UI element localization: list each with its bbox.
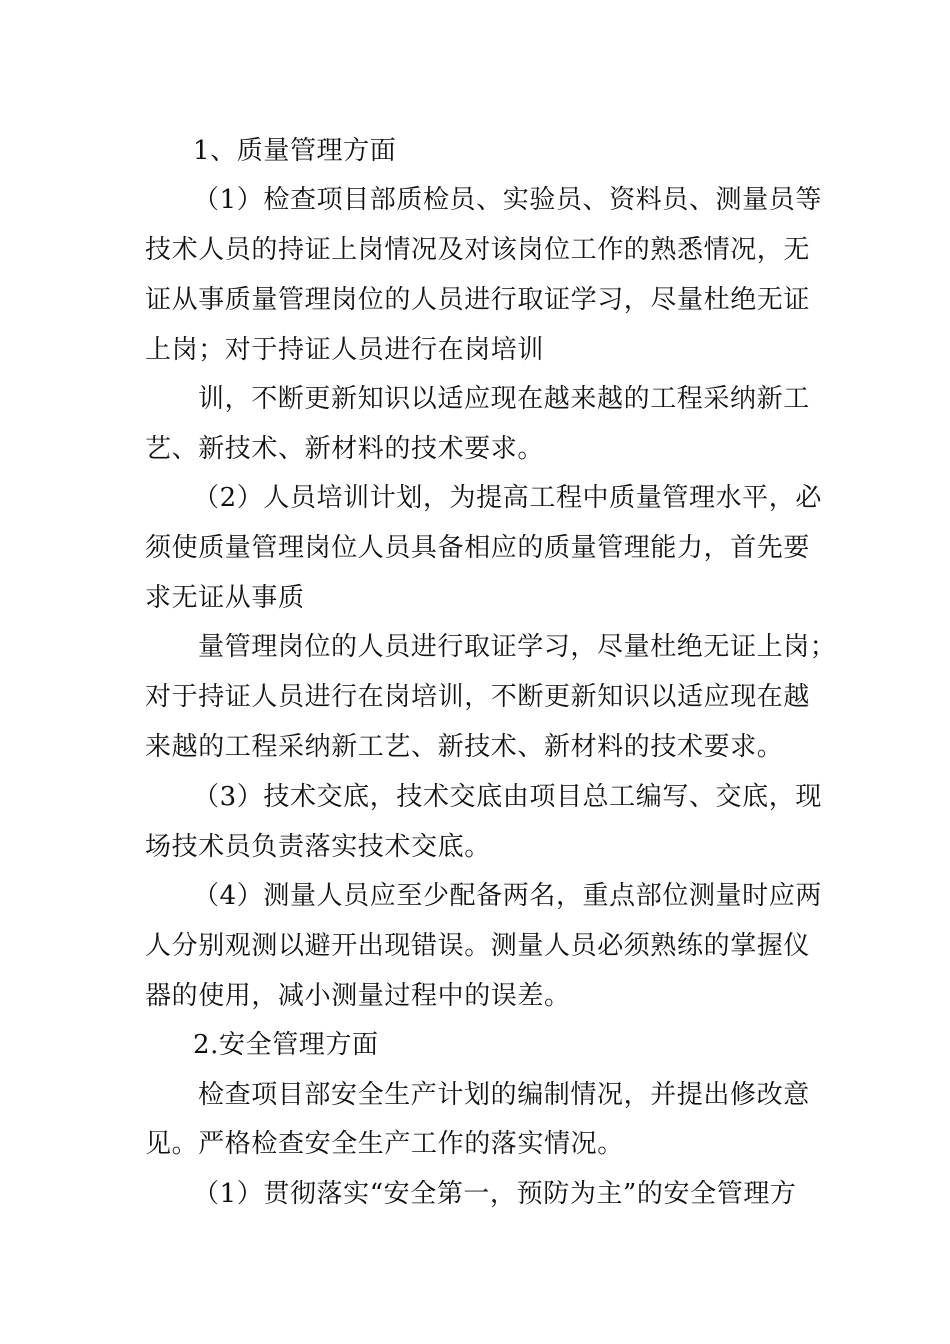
paragraph-line: 上岗；对于持证人员进行在岗培训 <box>145 335 545 365</box>
paragraph-line: 证从事质量管理岗位的人员进行取证学习，尽量杜绝无证 <box>145 285 811 315</box>
paragraph-line: 量管理岗位的人员进行取证学习，尽量杜绝无证上岗； <box>198 632 837 662</box>
paragraph-line: 器的使用，减小测量过程中的误差。 <box>145 981 571 1011</box>
paragraph-line: 求无证从事质 <box>145 583 305 613</box>
section-heading-safety: 2.安全管理方面 <box>193 1030 379 1060</box>
section-heading-quality: 1、质量管理方面 <box>193 136 397 166</box>
paragraph-line: （3）技术交底，技术交底由项目总工编写、交底，现 <box>193 782 822 812</box>
paragraph-line: 对于持证人员进行在岗培训，不断更新知识以适应现在越 <box>145 682 811 712</box>
paragraph-line: （4）测量人员应至少配备两名，重点部位测量时应两 <box>193 881 822 911</box>
paragraph-line: （1）检查项目部质检员、实验员、资料员、测量员等 <box>193 185 822 215</box>
paragraph-line: （2）人员培训计划，为提高工程中质量管理水平，必 <box>193 483 822 513</box>
paragraph-line: 场技术员负责落实技术交底。 <box>145 832 491 862</box>
paragraph-line: 人分别观测以避开出现错误。测量人员必须熟练的掌握仪 <box>145 931 811 961</box>
paragraph-line: 须使质量管理岗位人员具备相应的质量管理能力，首先要 <box>145 533 811 563</box>
paragraph-line: 技术人员的持证上岗情况及对该岗位工作的熟悉情况，无 <box>145 235 811 265</box>
paragraph-line: 来越的工程采纳新工艺、新技术、新材料的技术要求。 <box>145 732 784 762</box>
paragraph-line: 训，不断更新知识以适应现在越来越的工程采纳新工 <box>198 384 810 414</box>
paragraph-line: 艺、新技术、新材料的技术要求。 <box>145 434 545 464</box>
paragraph-line: （1）贯彻落实“安全第一，预防为主”的安全管理方 <box>193 1179 797 1209</box>
paragraph-line: 见。严格检查安全生产工作的落实情况。 <box>145 1129 624 1159</box>
paragraph-line: 检查项目部安全生产计划的编制情况，并提出修改意 <box>198 1080 810 1110</box>
